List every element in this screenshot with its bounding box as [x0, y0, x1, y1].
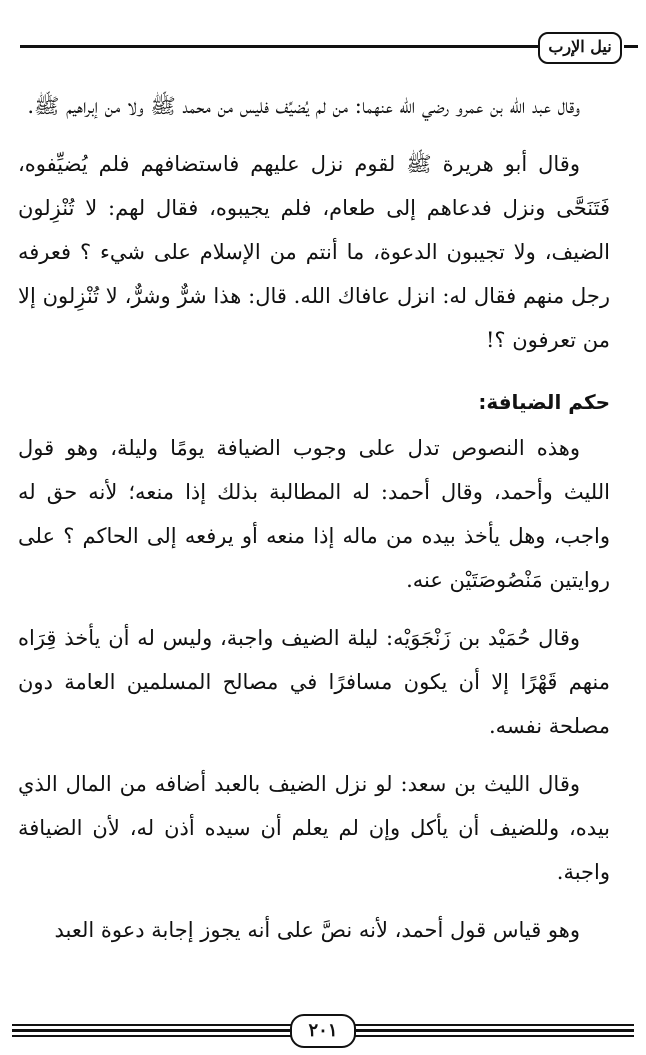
running-header: [20, 30, 638, 66]
header-rule: [20, 45, 538, 48]
page-number: ٢٠١: [290, 1014, 356, 1048]
paragraph-obligation: وهذه النصوص تدل على وجوب الضيافة يومًا وليلة، وهو قول الليث وأحمد، وقال أحمد: له المطالبة بذلك إذا منعه؛ لأنه حق له واجب، وهل يأخذ بيده من ماله إذا منعه أو يرفعه إلى الحاكم ؟ على روايتين مَنْصُوصَتَيْن عنه.: [18, 436, 610, 592]
header-tick: [624, 45, 638, 48]
paragraph-abdullah-ibn-amr: وقال عبد الله بن عمرو رضي الله عنهما: من لم يُضيِّف فليس من محمد ﷺ ولا من إبراهيم ﷺ.: [27, 94, 580, 118]
page-body: [18, 84, 610, 952]
page-footer: [12, 1014, 634, 1050]
paragraph-qiyas: وهو قياس قول أحمد، لأنه نصَّ على أنه يجوز إجابة دعوة العبد: [54, 918, 580, 942]
book-title-label: نيل الإرب: [538, 32, 622, 64]
paragraph-abu-hurayra: وقال أبو هريرة ﷺ لقوم نزل عليهم فاستضافهم فلم يُضيِّفوه، فَتَنَحَّى ونزل فدعاهم إلى طعام، فلم يجيبوه، فقال لهم: لا تُنْزِلون الضيف، ولا تجيبون الدعوة، ما أنتم من الإسلام على شيء ؟ فعرفه رجل منهم فقال له: انزل عافاك الله. قال: هذا شرٌّ وشرٌّ، لا تُنْزِلون إلا من تعرفون ؟!: [18, 152, 611, 352]
section-heading: حكم الضيافة:: [478, 390, 610, 414]
paragraph-layth: وقال الليث بن سعد: لو نزل الضيف بالعبد أضافه من المال الذي بيده، وللضيف أن يأكل وإن لم يعلم أن سيده أذن له، لأن الضيافة واجبة.: [18, 772, 610, 884]
paragraph-humayd: وقال حُمَيْد بن زَنْجَوَيْه: ليلة الضيف واجبة، وليس له أن يأخذ قِرَاه منهم قَهْرًا إلا أن يكون مسافرًا في مصالح المسلمين العامة دون مصلحة نفسه.: [18, 626, 610, 738]
